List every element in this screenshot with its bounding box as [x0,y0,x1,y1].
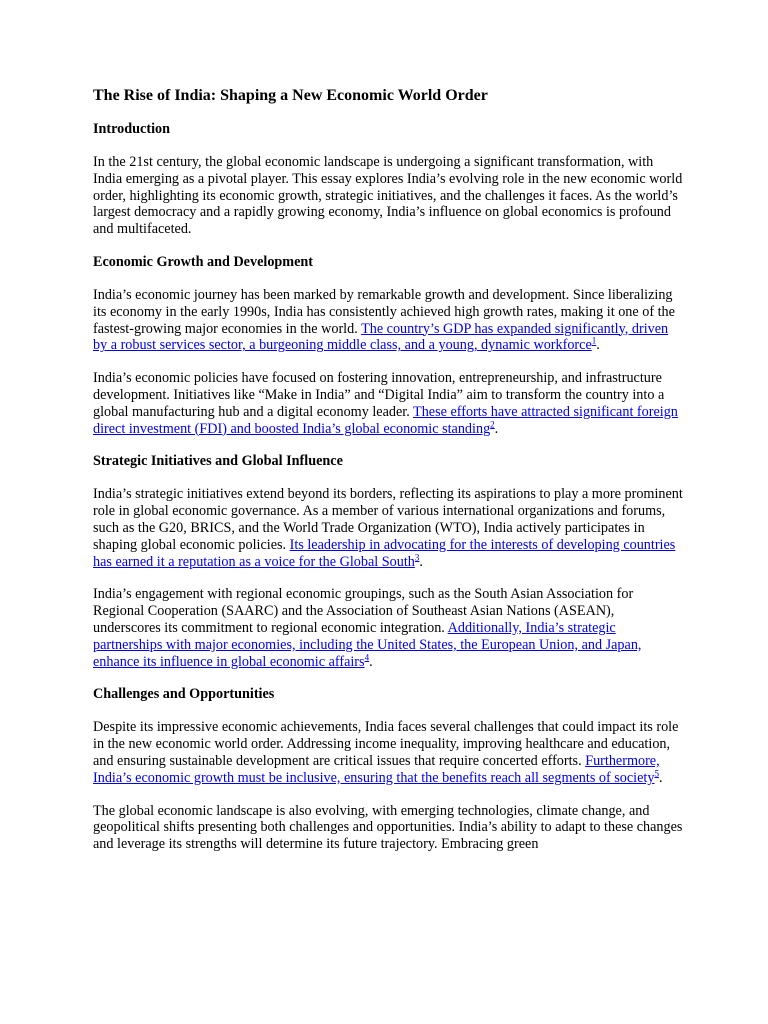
section-heading-economic-growth: Economic Growth and Development [93,253,314,270]
footnote-ref-1[interactable]: 1 [591,335,597,346]
growth-p1-text: India’s economic journey has been marked by remarkable growth and development. Since liberalizing its economy in the early 1990s, India has consistently achieved high growth rates, making it one of the fastest-growing major economies in the world. [93,286,675,337]
section-heading-strategic-initiatives: Strategic Initiatives and Global Influence [93,453,343,470]
citation-link-1[interactable]: The country’s GDP has expanded significantly, driven by a robust services sector, a burgeoning middle class, and a young, dynamic workforce [93,320,669,354]
strategic-p2-text: India’s engagement with regional economic groupings, such as the South Asian Association for Regional Cooperation (SAARC) and the Association of Southeast Asian Nations (ASEAN), underscores its commitment to regional economic integration. [93,586,634,636]
footnote-ref-4[interactable]: 4 [364,651,370,662]
document-page [93,86,683,853]
challenges-paragraph-2: The global economic landscape is also evolving, with emerging technologies, climate change, and geopolitical shifts presenting both challenges and opportunities. India’s ability to adapt to these changes and leverage its strengths will determine its future trajectory. Embracing green [93,802,683,853]
citation-link-5[interactable]: Furthermore, India’s economic growth must be inclusive, ensuring that the benefits reach all segments of society [93,752,660,786]
footnote-ref-3[interactable]: 3 [414,551,420,562]
period: . [596,337,600,354]
strategic-paragraph-1 [93,486,683,570]
footnote-ref-5[interactable]: 5 [654,767,659,778]
period: . [369,653,373,670]
period: . [419,553,423,570]
introduction-paragraph: In the 21st century, the global economic landscape is undergoing a significant transformation, with India emerging as a pivotal player. This essay explores India’s evolving role in the new economic world order, highlighting its economic growth, strategic initiatives, and the challenges it faces. As the world’s largest democracy and a rapidly growing economy, India’s influence on global economics is profound and multifaceted. [93,154,683,238]
growth-paragraph-2 [93,370,683,437]
section-heading-challenges: Challenges and Opportunities [93,686,275,703]
period: . [658,769,663,786]
growth-paragraph-1 [93,287,683,354]
period: . [494,420,499,437]
document-title: The Rise of India: Shaping a New Economic World Order [93,87,488,104]
strategic-p1-text: India’s strategic initiatives extend beyond its borders, reflecting its aspirations to play a more prominent role in global economic governance. As a member of various international organizations and forums, such as the G20, BRICS, and the World Trade Organization (WTO), India actively participates in shaping global economic policies. [93,486,683,553]
footnote-ref-2[interactable]: 2 [490,418,495,429]
strategic-paragraph-2 [93,586,683,670]
challenges-p1-text: Despite its impressive economic achievements, India faces several challenges that could impact its role in the new economic world order. Addressing income inequality, improving healthcare and education, and ensuring sustainable development are critical issues that require concerted efforts. [93,719,679,769]
citation-link-4[interactable]: Additionally, India’s strategic partnerships with major economies, including the United States, the European Union, and Japan, enhance its influence in global economic affairs [93,619,642,670]
citation-link-3[interactable]: Its leadership in advocating for the interests of developing countries has earned it a reputation as a voice for the Global South [93,536,676,570]
growth-p2-text: India’s economic policies have focused on fostering innovation, entrepreneurship, and infrastructure development. Initiatives like “Make in India” and “Digital India” aim to transform the country into a global manufacturing hub and a digital economy leader. [93,370,665,420]
challenges-paragraph-1 [93,719,683,786]
citation-link-2[interactable]: These efforts have attracted significant foreign direct investment (FDI) and boosted India’s global economic standing [93,403,678,437]
section-heading-introduction: Introduction [93,121,170,137]
